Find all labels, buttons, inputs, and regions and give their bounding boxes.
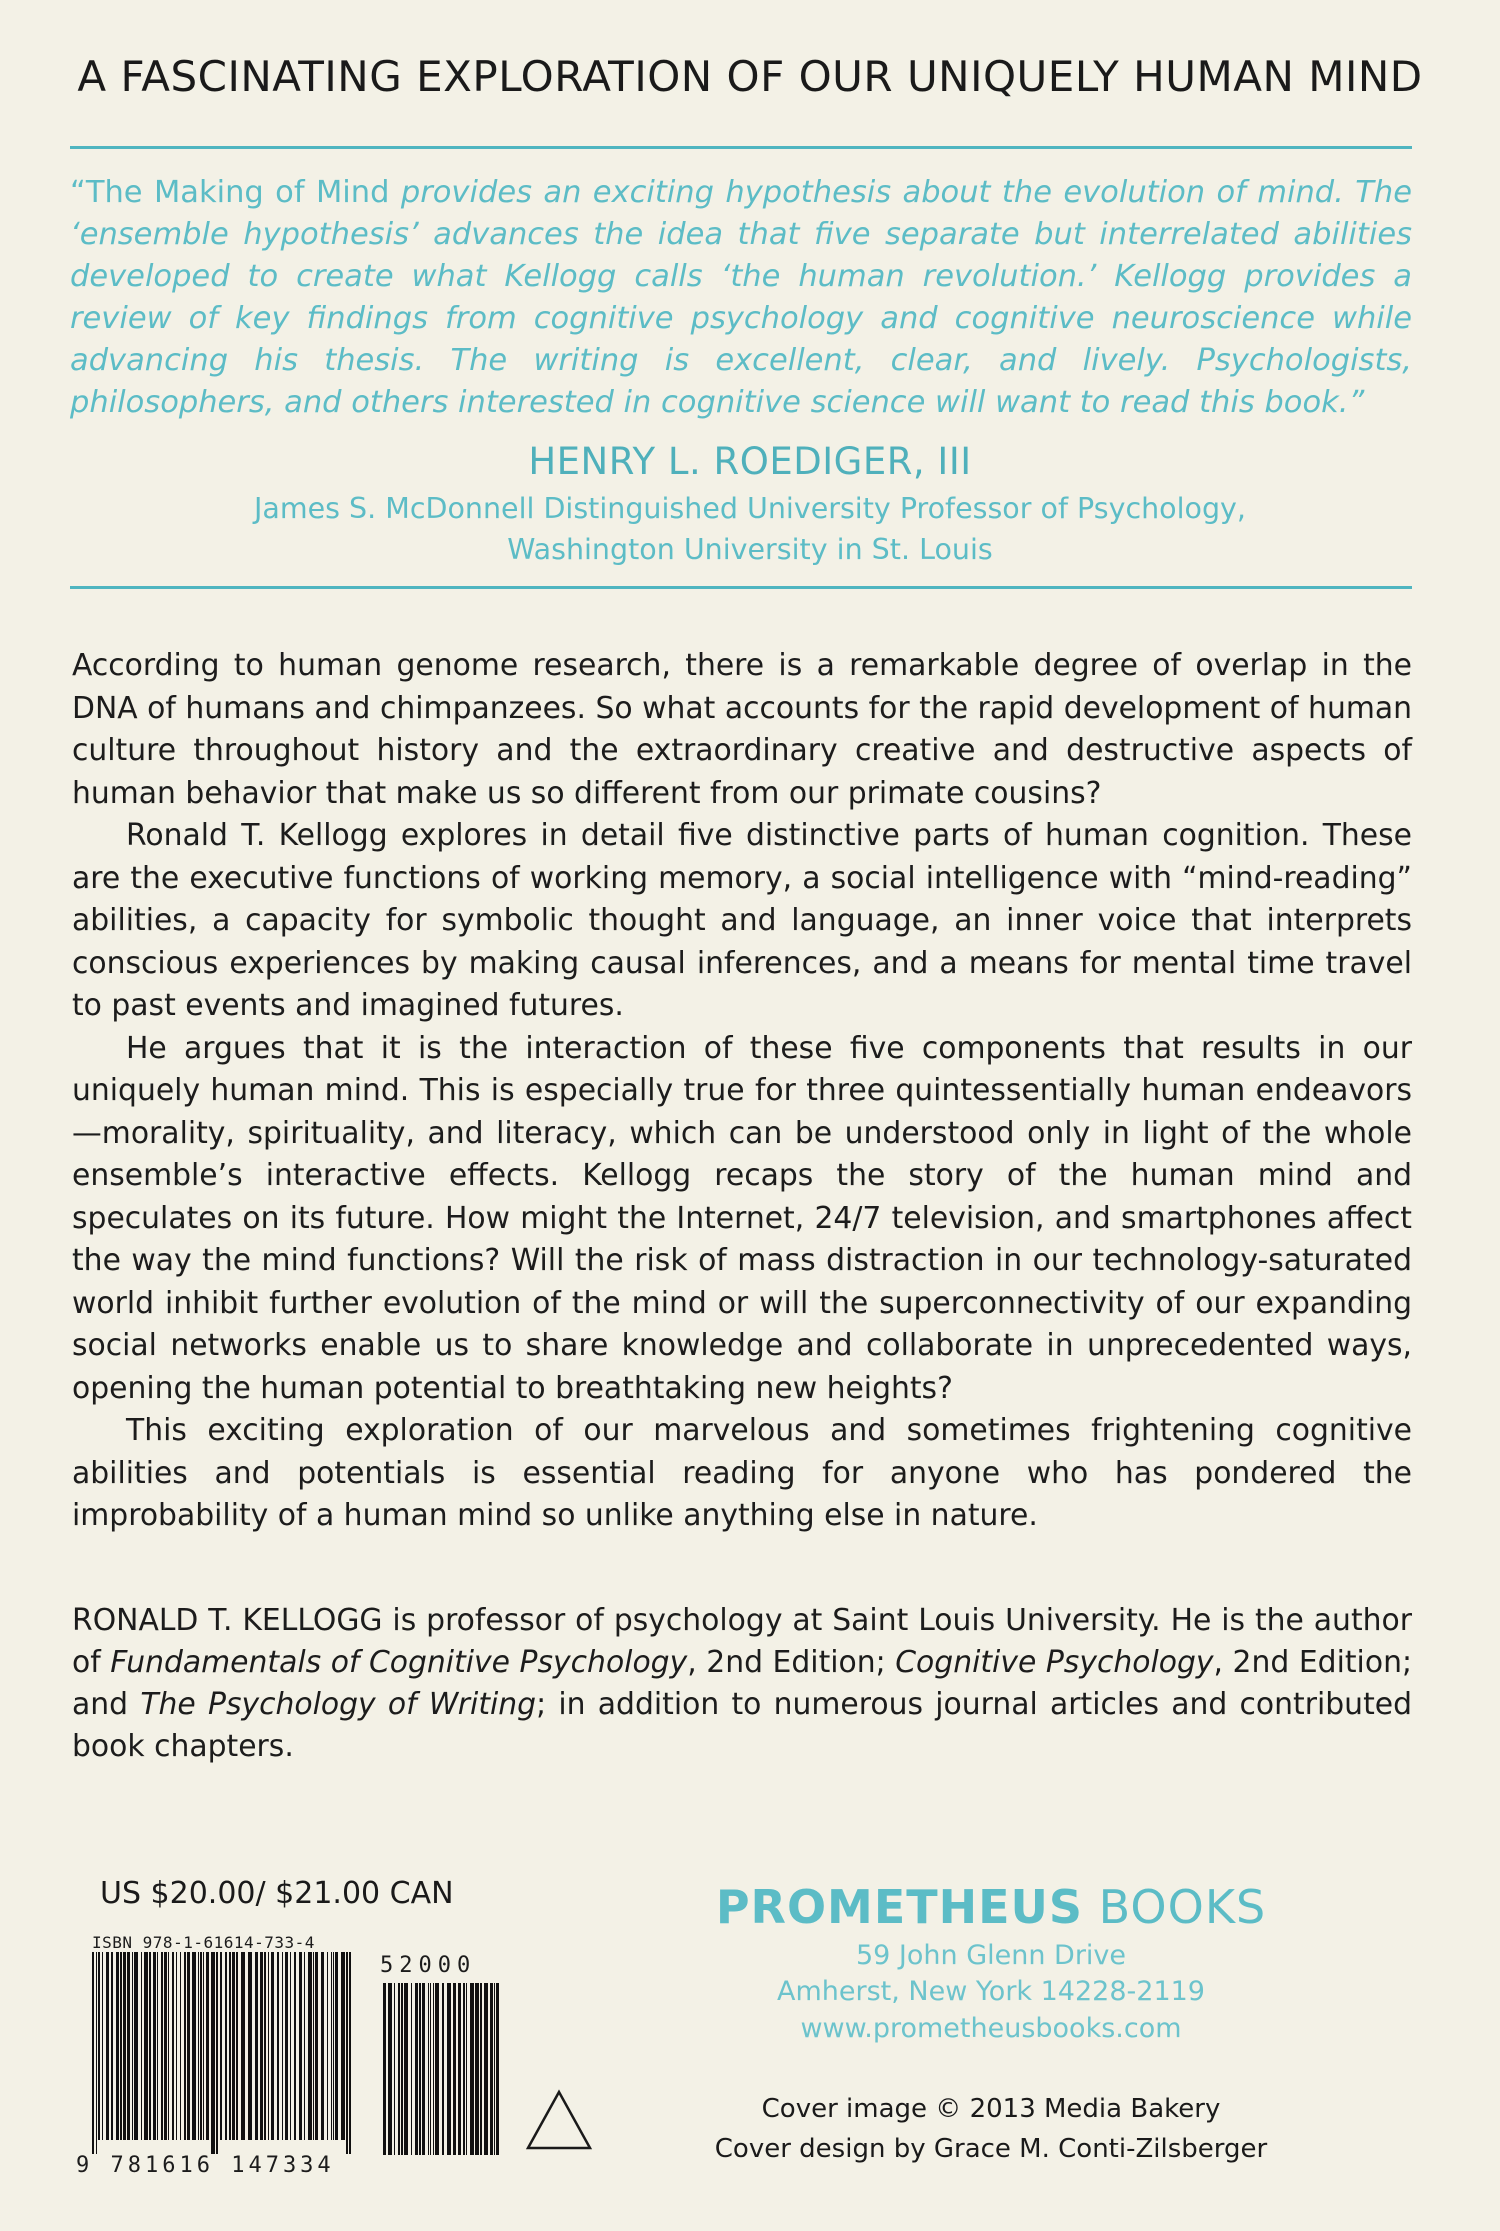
barcode-bar xyxy=(225,1952,227,2140)
barcode-bar xyxy=(206,1952,209,2140)
barcode-bar xyxy=(333,1952,334,2140)
barcode-bar xyxy=(430,1983,431,2155)
barcode-bar xyxy=(229,1952,231,2140)
barcode-bar xyxy=(285,1952,288,2140)
barcode-bar xyxy=(490,1983,493,2155)
quote-open: “ xyxy=(70,175,86,210)
triangle-icon xyxy=(524,2088,594,2152)
barcode-bar xyxy=(180,1952,181,2140)
barcode-bar xyxy=(98,1952,100,2140)
barcode-bar xyxy=(442,1983,444,2155)
barcode-bar xyxy=(290,1952,291,2140)
bottom-divider xyxy=(70,586,1412,589)
barcode-bar xyxy=(200,1952,202,2140)
description-paragraph: Ronald T. Kellogg explores in detail five distinctive parts of human cognition. These are the executive functions of working memory, a social intelligence with “mind-reading” abilities, a capacity for symbolic thought and language, an inner voice that interprets conscious experiences by making causal inferences, and a means for mental time travel to past events and imagined futures. xyxy=(72,818,1412,1023)
description-paragraph: According to human genome research, there is a remarkable degree of overlap in the DNA of humans and chimpanzees. So what accounts for the rapid development of human culture throughout history and the extraordinary creative and destructive aspects of human behavior that make us so different from our primate cousins? xyxy=(72,648,1412,811)
barcode-bar xyxy=(184,1952,186,2140)
barcode-bar xyxy=(153,1952,156,2140)
barcode-addon xyxy=(383,1983,503,2169)
barcode-bar xyxy=(331,1952,332,2140)
barcode-bar xyxy=(299,1952,302,2140)
barcode-bar xyxy=(341,1952,345,2140)
barcode-bar xyxy=(241,1952,245,2140)
barcode-bar xyxy=(428,1983,429,2155)
barcode-bar xyxy=(271,1952,274,2140)
barcode-bar xyxy=(268,1952,269,2140)
barcode-bar xyxy=(327,1952,328,2140)
barcode-bar xyxy=(294,1952,296,2140)
bio-book-title: Cognitive Psychology xyxy=(895,1645,1214,1680)
barcode-bar xyxy=(398,1983,400,2155)
barcode-bar xyxy=(419,1983,421,2155)
barcode-bar xyxy=(216,1952,218,2154)
publisher-city: Amherst, New York 14228-2119 xyxy=(777,1976,1205,2007)
bio-text: , 2nd Edition; and xyxy=(72,1645,1412,1722)
barcode-bar xyxy=(127,1952,130,2140)
cover-image-credit: Cover image © 2013 Media Bakery xyxy=(761,2094,1221,2124)
publisher-logo xyxy=(666,1880,1316,1934)
barcode-bar xyxy=(203,1952,204,2140)
headline: A FASCINATING EXPLORATION OF OUR UNIQUELY HUMAN MIND xyxy=(77,52,1423,101)
barcode-bar xyxy=(264,1952,266,2140)
publisher-name-light: BOOKS xyxy=(1083,1880,1267,1934)
barcode-bar xyxy=(102,1952,103,2140)
barcode-bar xyxy=(220,1952,222,2140)
barcode-bar xyxy=(157,1952,158,2140)
barcode-bar xyxy=(415,1983,418,2155)
barcode-bar xyxy=(106,1952,109,2140)
barcode-bar xyxy=(168,1952,169,2140)
endorser-name: HENRY L. ROEDIGER, III xyxy=(528,440,972,483)
barcode-bar xyxy=(277,1952,279,2140)
barcode-bar xyxy=(480,1983,482,2155)
barcode-bar xyxy=(192,1952,196,2140)
price: US $20.00/ $21.00 CAN xyxy=(100,1876,454,1911)
barcode-bar xyxy=(458,1983,461,2155)
bio-book-title: The Psychology of Writing xyxy=(140,1687,537,1722)
publisher-address: 59 John Glenn Drive xyxy=(855,1940,1127,1971)
barcode-bar xyxy=(401,1983,403,2155)
barcode-bar xyxy=(394,1983,395,2155)
barcode-bar xyxy=(346,1952,348,2154)
bio-book-title: Fundamentals of Cognitive Psychology xyxy=(110,1645,688,1680)
barcode-bar xyxy=(308,1952,312,2140)
bio-text: RONALD T. KELLOGG is professor of psychology at Saint Louis University. He is the author of xyxy=(72,1603,1412,1680)
barcode-bar xyxy=(141,1952,142,2140)
barcode-bar xyxy=(475,1983,479,2155)
barcode-bar xyxy=(447,1983,451,2155)
barcode-bar xyxy=(335,1952,338,2140)
barcode-bar xyxy=(313,1952,314,2140)
barcode-bar xyxy=(116,1952,119,2140)
description-paragraph: He argues that it is the interaction of these five components that results in our uniquely human mind. This is especially true for three quintessentially human endeavors—morality, spirituality, and literacy, which can be understood only in light of the whole ensemble’s interactive effects. Kellogg recaps the story of the human mind and speculates on its future. How might the Internet, 24/7 television, and smartphones affect the way the mind functions? Will the risk of mass distraction in our technology-saturated world inhibit further evolution of the mind or will the superconnectivity of our expanding social networks enable us to share knowledge and collaborate in unprecedented ways, opening the human potential to breathtaking new heights? xyxy=(72,1030,1412,1406)
barcode-bar xyxy=(176,1952,177,2140)
barcode-bar xyxy=(321,1952,324,2140)
barcode-bar xyxy=(463,1983,465,2155)
barcode-bar xyxy=(144,1952,148,2140)
barcode-bar xyxy=(260,1952,263,2140)
barcode-bar xyxy=(164,1952,167,2140)
barcode-bar xyxy=(149,1952,151,2140)
barcode-bar xyxy=(282,1952,283,2140)
barcode-bar xyxy=(211,1952,215,2154)
barcode-bar xyxy=(236,1952,238,2140)
price-addon-digits: 52000 xyxy=(380,1953,477,1978)
endorser-affiliation: Washington University in St. Louis xyxy=(507,533,993,566)
endorsement-quote xyxy=(70,172,1412,424)
barcode-bar xyxy=(232,1952,235,2140)
barcode-bar xyxy=(255,1952,258,2140)
bio-text: ; in addition to numerous journal articles and contributed book chapters. xyxy=(72,1687,1412,1764)
barcode-bar xyxy=(111,1952,113,2140)
barcode-ean xyxy=(92,1952,354,2154)
barcode-bar xyxy=(304,1952,305,2140)
barcode-bar xyxy=(411,1983,412,2155)
publisher-website[interactable]: www.prometheusbooks.com xyxy=(800,2013,1182,2044)
barcode-digits: 9 781616 147334 xyxy=(76,2153,335,2178)
barcode-bar xyxy=(96,1952,97,2154)
barcode-bar xyxy=(484,1983,488,2155)
barcode-bar xyxy=(404,1983,408,2155)
barcode-bar xyxy=(388,1983,392,2155)
isbn: ISBN 978-1-61614-733-4 xyxy=(92,1933,315,1952)
description-paragraph: This exciting exploration of our marvelous and sometimes frightening cognitive abilities and potentials is essential reading for anyone who has pondered the improbability of a human mind so unlike anything else in nature. xyxy=(72,1413,1412,1533)
bio-text: , 2nd Edition; xyxy=(687,1645,896,1680)
barcode-bar xyxy=(92,1952,94,2154)
barcode-bar xyxy=(422,1983,425,2155)
barcode-bar xyxy=(453,1983,456,2155)
barcode-bar xyxy=(161,1952,163,2140)
barcode-bar xyxy=(187,1952,190,2140)
quote-book-title: The Making of Mind xyxy=(85,175,390,210)
endorser-title: James S. McDonnell Distinguished University Professor of Psychology, xyxy=(253,492,1246,525)
quote-body: provides an exciting hypothesis about the evolution of mind. The ‘ensemble hypothesis’ advances the idea that five separate but interrelated abilities developed to create what Kellogg calls ‘the human revolution.’ Kellogg provides a review of key findings from cognitive psychology and cognitive neuroscience while advancing his thesis. The writing is excellent, clear, and lively. Psychologists, philosophers, and others interested in cognitive science will want to read this book.” xyxy=(70,175,1412,420)
barcode-bar xyxy=(494,1983,495,2155)
barcode-bar xyxy=(132,1952,133,2140)
barcode-bar xyxy=(248,1952,252,2140)
barcode-bar xyxy=(433,1983,434,2155)
barcode-bar xyxy=(120,1952,122,2140)
author-bio xyxy=(72,1600,1412,1768)
barcode-bar xyxy=(496,1983,499,2155)
barcode-bar xyxy=(123,1952,126,2140)
barcode-bar xyxy=(198,1952,199,2140)
top-divider xyxy=(70,146,1412,149)
barcode-bar xyxy=(470,1983,474,2155)
barcode-bar xyxy=(172,1952,174,2140)
cover-design-credit: Cover design by Grace M. Conti-Zilsberger xyxy=(714,2134,1268,2164)
barcode-bar xyxy=(315,1952,318,2140)
barcode-bar xyxy=(435,1983,439,2155)
barcode-bar xyxy=(349,1952,351,2154)
description xyxy=(72,645,1412,1538)
barcode-bar xyxy=(466,1983,467,2155)
publisher-name-bold: PROMETHEUS xyxy=(715,1880,1084,1934)
barcode-bar xyxy=(134,1952,138,2140)
barcode-bar xyxy=(383,1983,386,2155)
